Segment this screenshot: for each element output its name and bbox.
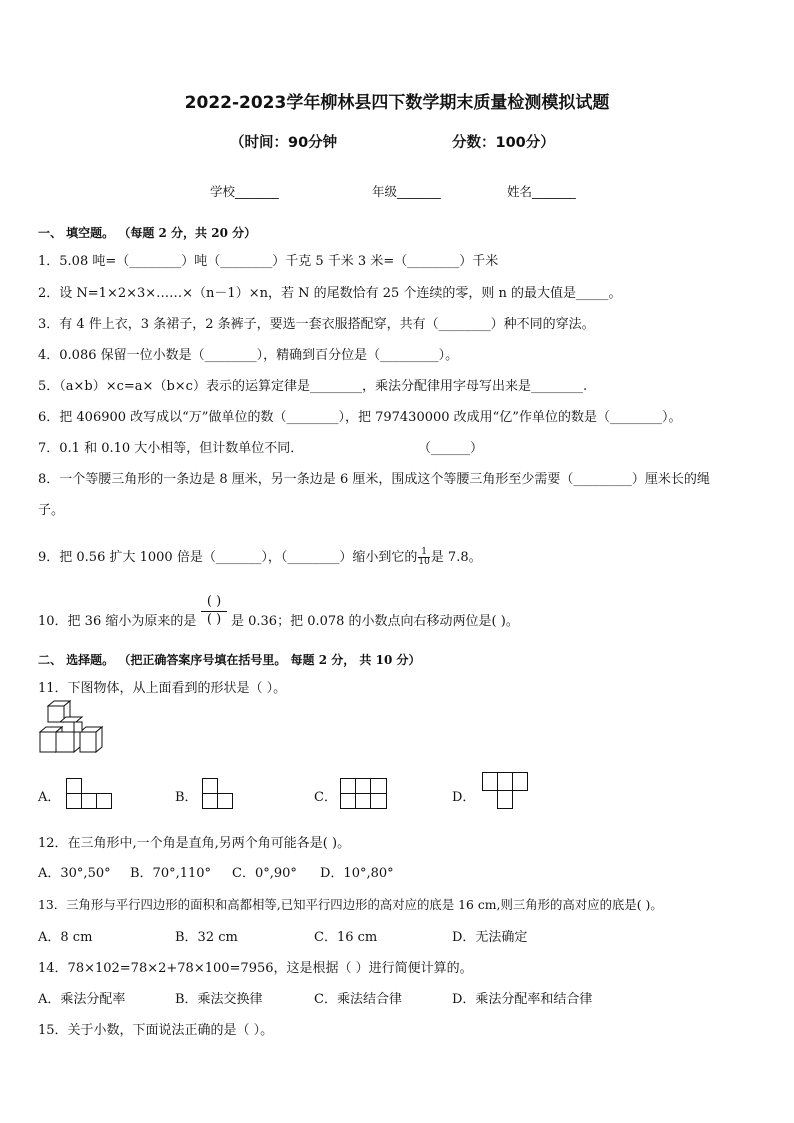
q14-option-c: C．乘法结合律: [314, 992, 402, 1007]
question-8: 8．一个等腰三角形的一条边是 8 厘米，另一条边是 6 厘米，围成这个等腰三角形至少需要（_________）厘米长的绳: [38, 472, 710, 487]
question-1: 1．5.08 吨=（________）吨（________）千克 5 千米 3 米=（________）千米: [38, 254, 499, 269]
exam-time: （时间：90分钟: [230, 135, 338, 151]
fraction-one-tenth: [418, 548, 429, 567]
school-field: 学校_______: [210, 184, 279, 199]
fraction-numerator: 1: [421, 547, 427, 557]
q14-option-d: D．乘法分配率和结合律: [452, 992, 593, 1007]
question-13: 13．三角形与平行四边形的面积和高都相等,已知平行四边形的高对应的底是 16 cm,则三角形的高对应的底是( )。: [38, 897, 663, 912]
q11-option-b: B．: [175, 790, 198, 805]
q11-option-d: D．: [452, 790, 476, 805]
fraction-denominator: 10: [418, 557, 430, 567]
q13-option-d: D．无法确定: [452, 930, 528, 945]
question-5: 5．（a×b）×c=a×（b×c）表示的运算定律是________，乘法分配律用字母写出来是________.: [38, 379, 588, 394]
q12-option-d: D．10°,80°: [320, 866, 394, 881]
option-a-shape: [66, 778, 114, 810]
question-10-cont: 是 0.36；把 0.078 的小数点向右移动两位是( )。: [231, 614, 519, 629]
question-12: 12．在三角形中,一个角是直角,另两个角可能各是( )。: [38, 836, 351, 851]
question-2: 2．设 N=1×2×3×……×（n－1）×n，若 N 的尾数恰有 25 个连续的零，则 n 的最大值是_____。: [38, 286, 622, 301]
exam-score: 分数：100分）: [452, 135, 555, 151]
question-9: [38, 546, 482, 567]
q13-option-c: C．16 cm: [314, 930, 378, 945]
question-7: 7．0.1 和 0.10 大小相等，但计数单位不同．: [38, 441, 304, 456]
option-c-shape: [340, 778, 390, 810]
blank-denominator: ( ): [201, 611, 227, 628]
q11-option-a: A．: [38, 790, 61, 805]
blank-numerator: ( ): [206, 594, 222, 609]
question-9-text: 9．把 0.56 扩大 1000 倍是（_______），（________）缩小到它的: [38, 550, 418, 565]
cube-stack-figure: [36, 700, 108, 758]
question-7-blank: （______）: [418, 441, 484, 456]
q14-option-b: B．乘法交换律: [175, 992, 263, 1007]
question-4: 4．0.086 保留一位小数是（________），精确到百分位是（_________）。: [38, 348, 459, 363]
question-14: 14．78×102=78×2+78×100=7956，这是根据（ ）进行简便计算的。: [38, 961, 473, 976]
q12-option-c: C．0°,90°: [232, 866, 297, 881]
q12-option-a: A．30°,50°: [38, 866, 111, 881]
q11-option-c: C．: [314, 790, 337, 805]
page-title: 2022-2023学年柳林县四下数学期末质量检测模拟试题: [184, 93, 610, 113]
q13-option-b: B．32 cm: [175, 930, 238, 945]
question-10: 10．把 36 缩小为原来的是: [38, 614, 197, 629]
question-6: 6．把 406900 改写成以“万”做单位的数（________），把 797430000 改成用“亿”作单位的数是（________）。: [38, 410, 682, 425]
question-8-cont: 子。: [38, 503, 65, 518]
question-3: 3．有 4 件上衣，3 条裙子，2 条裤子，要选一套衣服搭配穿，共有（________）种不同的穿法。: [38, 317, 595, 332]
grade-field: 年级_______: [372, 184, 441, 199]
section-heading-choice: 二、 选择题。 （把正确答案序号填在括号里。 每题 2 分， 共 10 分）: [38, 653, 421, 667]
section-heading-fill: 一、 填空题。 （每题 2 分，共 20 分）: [38, 226, 257, 240]
question-11: 11．下图物体，从上面看到的形状是（ ）。: [38, 681, 287, 696]
name-field: 姓名_______: [507, 184, 576, 199]
blank-fraction: [199, 594, 229, 629]
option-d-shape: [482, 772, 532, 812]
q13-option-a: A．8 cm: [38, 930, 93, 945]
q12-option-b: B．70°,110°: [130, 866, 212, 881]
q14-option-a: A．乘法分配率: [38, 992, 126, 1007]
question-15: 15．关于小数，下面说法正确的是（ ）。: [38, 1023, 274, 1038]
option-b-shape: [202, 778, 236, 810]
question-9-end: 是 7.8。: [430, 550, 482, 565]
